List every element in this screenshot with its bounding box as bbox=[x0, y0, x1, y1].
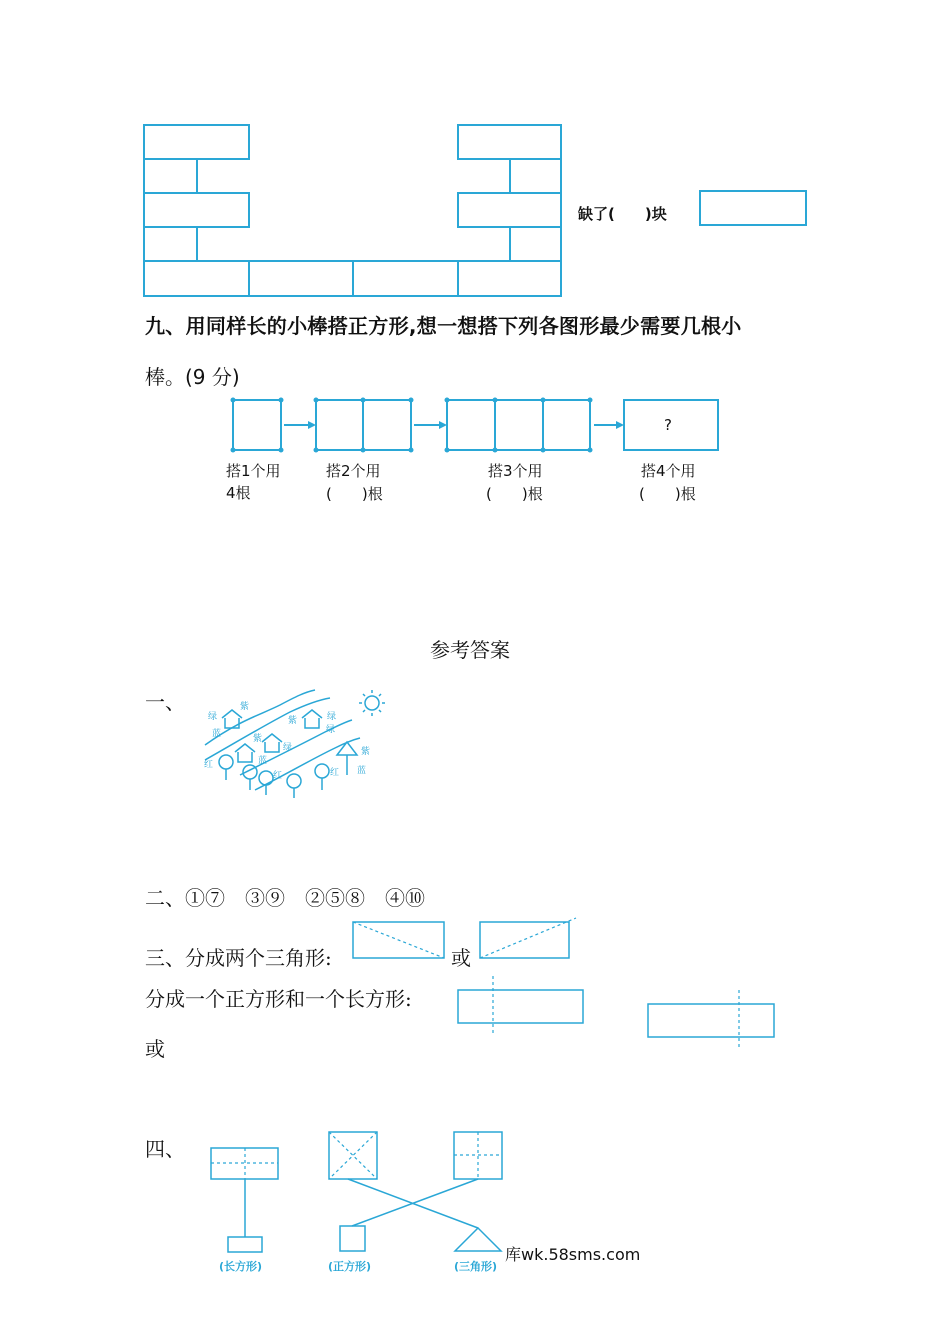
color-word: 蓝 bbox=[258, 756, 268, 766]
q9-item1-label: 搭1个用 bbox=[226, 462, 281, 480]
answer4-label: 四、 bbox=[145, 1137, 185, 1161]
square-label: (正方形) bbox=[328, 1260, 372, 1273]
answer3-line1: 三、分成两个三角形: bbox=[145, 946, 332, 970]
missing-bricks-label: 缺了( )块 bbox=[578, 205, 667, 223]
answer1-label: 一、 bbox=[145, 690, 185, 714]
watermark: 库wk.58sms.com bbox=[505, 1245, 641, 1264]
q9-title-line1: 九、用同样长的小棒搭正方形,想一想搭下列各图形最少需要几根小 bbox=[145, 314, 742, 338]
color-word: 绿 bbox=[326, 725, 336, 735]
q9-item3-label: 搭3个用 bbox=[488, 462, 543, 480]
color-word: 绿 bbox=[208, 712, 218, 722]
color-word: 蓝 bbox=[212, 729, 222, 739]
color-word: 蓝 bbox=[357, 766, 367, 776]
color-word: 紫 bbox=[253, 734, 263, 744]
q9-item2-answer: ( )根 bbox=[326, 485, 383, 503]
q9-item1-answer: 4根 bbox=[226, 484, 251, 502]
color-word: 红 bbox=[273, 771, 283, 781]
color-word: 紫 bbox=[240, 702, 250, 712]
color-word: 紫 bbox=[361, 747, 371, 757]
color-word: 绿 bbox=[327, 712, 337, 722]
color-word: 红 bbox=[330, 768, 340, 778]
answers-title: 参考答案 bbox=[430, 638, 510, 662]
color-word: 绿 bbox=[283, 743, 293, 753]
triangle-label: (三角形) bbox=[454, 1260, 498, 1273]
q9-item4-answer: ( )根 bbox=[639, 485, 696, 503]
four-squares-question-mark: ? bbox=[664, 416, 672, 434]
answer3-line2: 分成一个正方形和一个长方形: bbox=[145, 987, 412, 1011]
answer2-text: 二、①⑦ ③⑨ ②⑤⑧ ④⑩ bbox=[145, 886, 425, 910]
q9-item2-label: 搭2个用 bbox=[326, 462, 381, 480]
answer3-or2: 或 bbox=[145, 1037, 165, 1061]
q9-item4-label: 搭4个用 bbox=[641, 462, 696, 480]
rectangle-label: (长方形) bbox=[219, 1260, 263, 1273]
q9-title-line2: 棒。(9 分) bbox=[145, 365, 240, 389]
q9-item3-answer: ( )根 bbox=[486, 485, 543, 503]
color-word: 紫 bbox=[288, 716, 298, 726]
color-word: 红 bbox=[204, 760, 214, 770]
answer3-or1: 或 bbox=[451, 946, 471, 970]
